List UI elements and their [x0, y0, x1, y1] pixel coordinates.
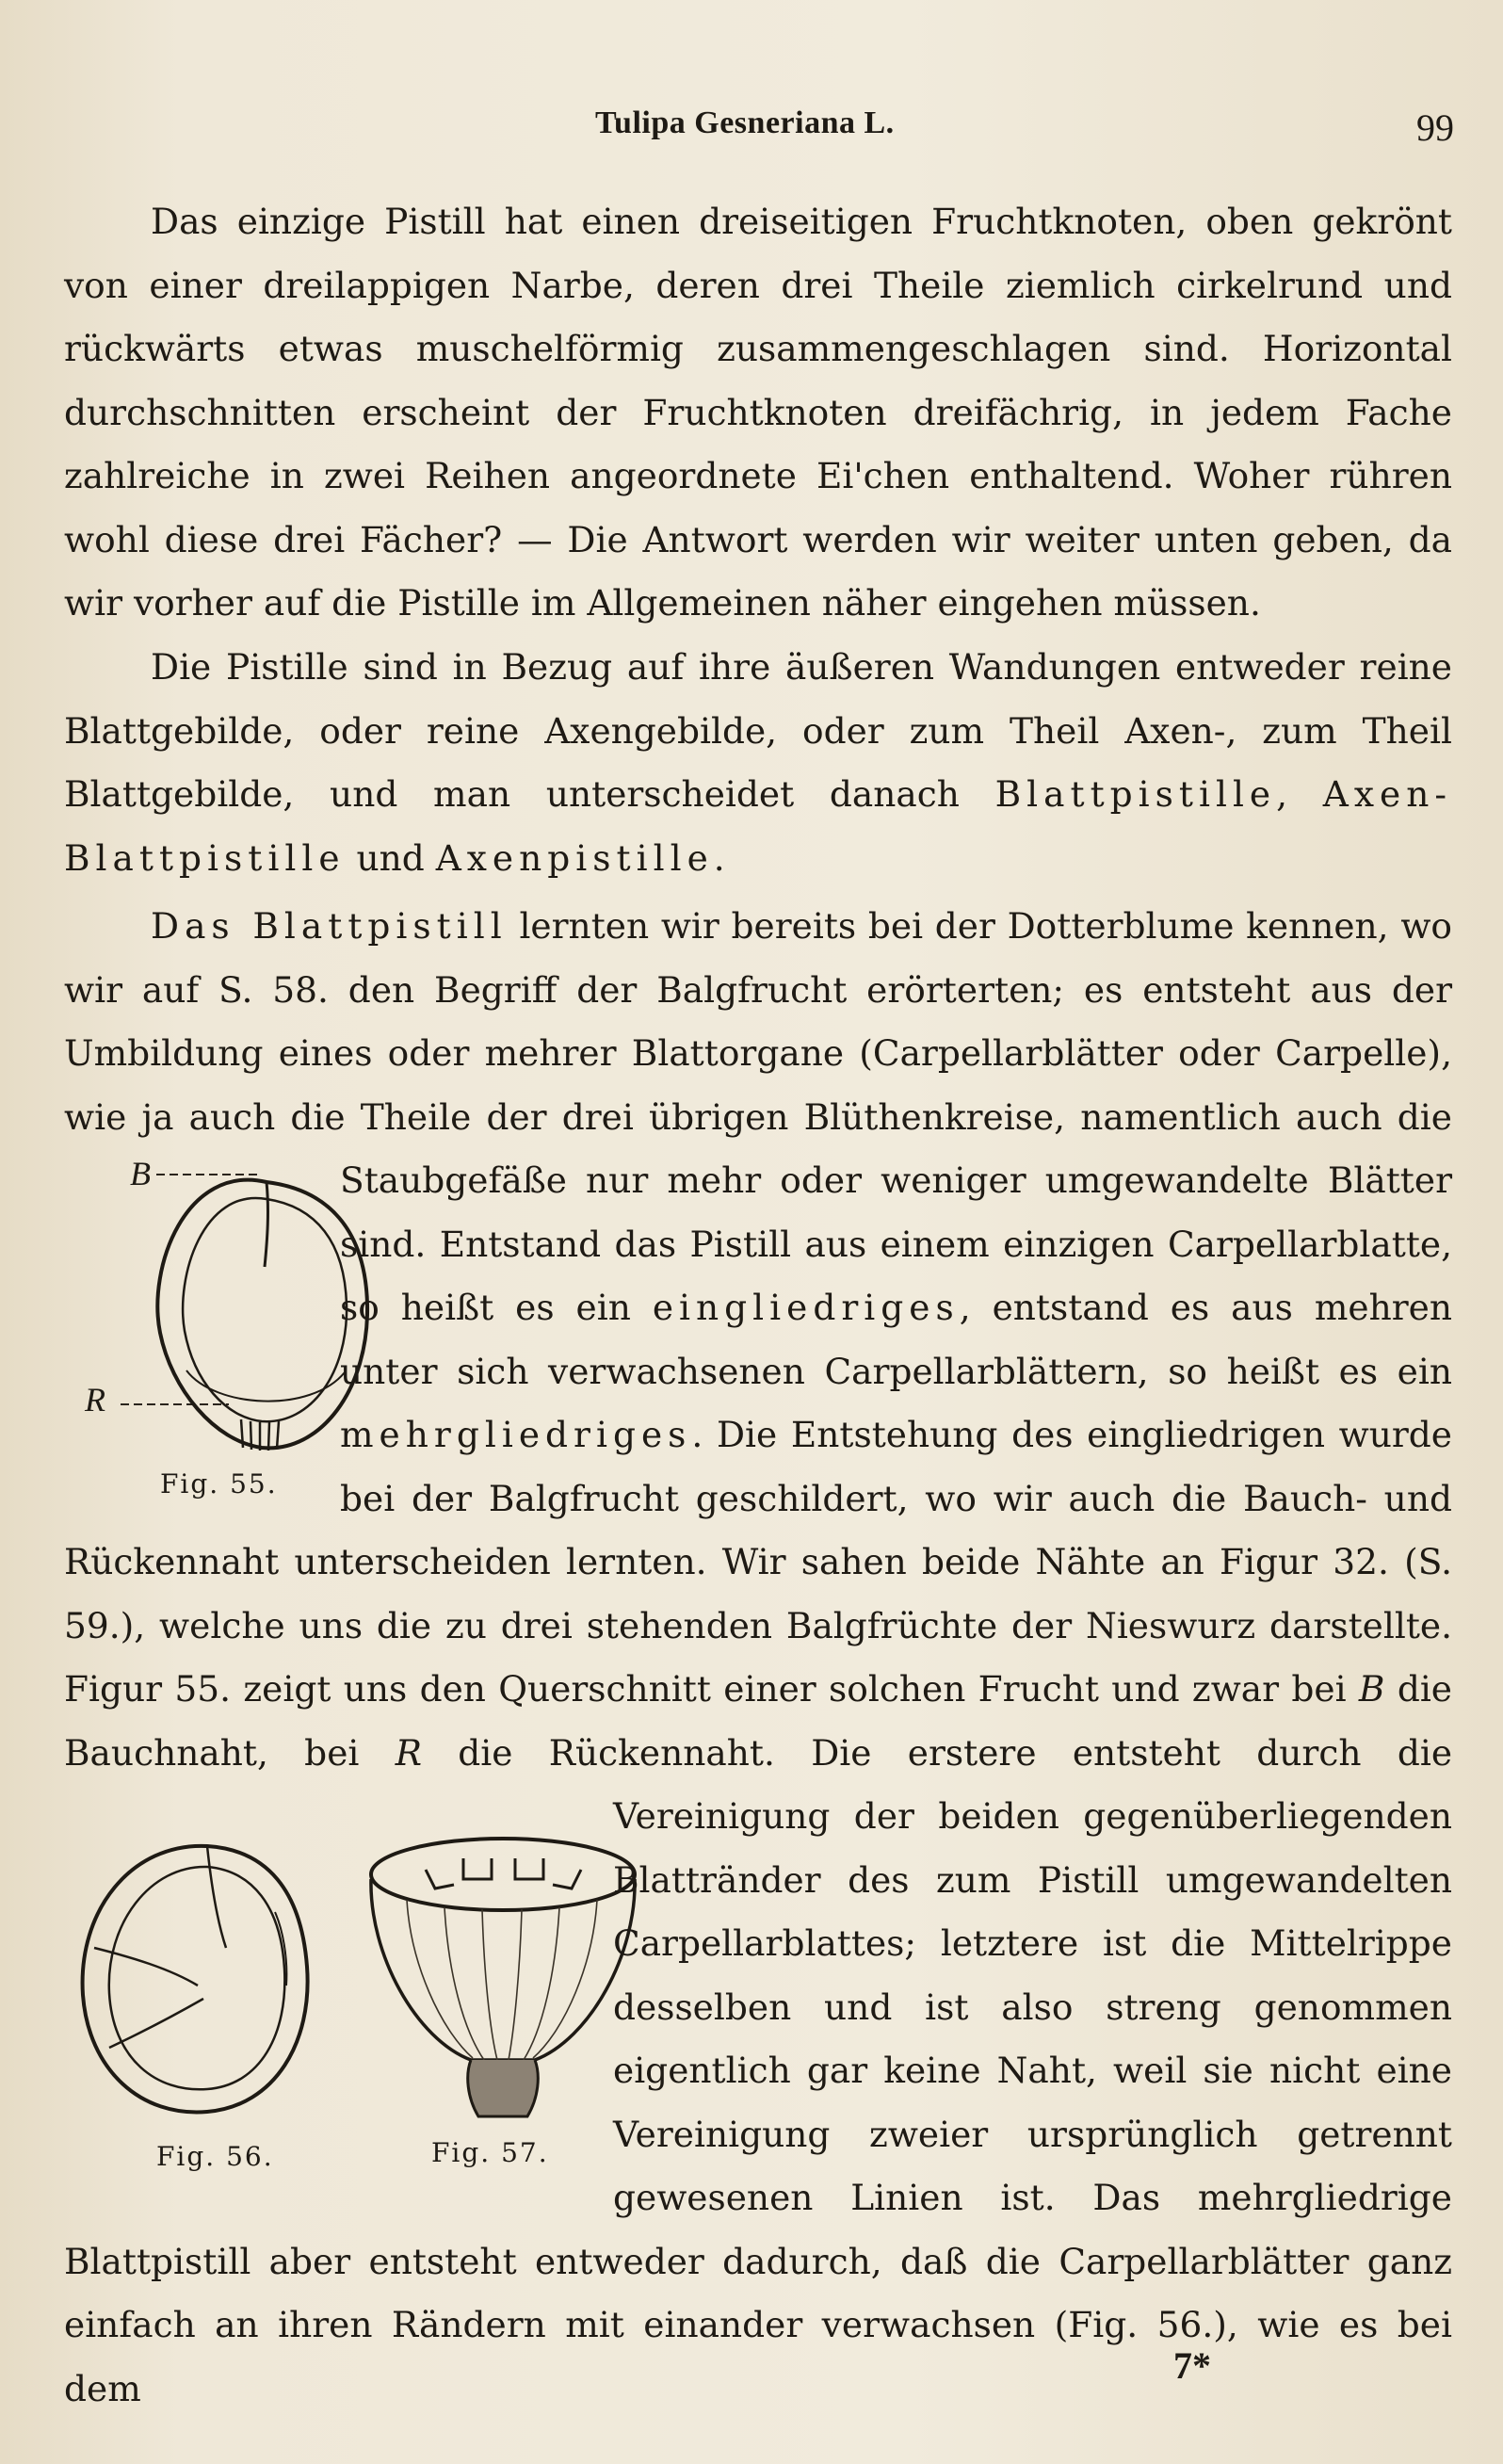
- term-eingliedriges: eingliedriges: [652, 1287, 960, 1328]
- term-das-blattpistill: Das Blattpistill: [151, 905, 508, 947]
- running-title: Tulipa Gesneriana L.: [595, 105, 895, 140]
- paragraph-2-und: und: [356, 836, 425, 879]
- paragraph-3-text-e: die Rückennaht. Die erstere entsteht durch die Vereinigung der beiden gegenüberliegenden Blattränder des zum Pistill umgewandelten Carpellarblattes; letztere ist die Mittelrippe desselben und ist also streng genommen eigentlich gar keine Naht, weil sie nicht eine Vereinigung zweier ursprünglich getrennt gewesenen Linien ist. Das mehrgliedrige Blattpistill aber entsteht entweder dadurch, daß die Carpellarblätter ganz einfach an ihren Rändern mit einander verwachsen (Fig. 56.), wie es bei dem: [64, 1731, 1453, 2409]
- inline-label-r: R: [395, 1731, 422, 1774]
- term-axen-blattpistille: Axen-Blattpistille: [64, 773, 1453, 879]
- fig57-caption: Fig. 57.: [431, 2137, 549, 2168]
- figure-57: [350, 1823, 656, 2176]
- term-axenpistille: Axenpistille: [435, 836, 714, 879]
- figure-56: [66, 1825, 320, 2179]
- fig56-drawing: [66, 1825, 320, 2136]
- page-header: [0, 105, 1503, 153]
- paragraph-3-text-d: die Bauchnaht, bei: [64, 1668, 1453, 1774]
- paragraph-1: [64, 190, 1452, 636]
- signature-mark: 7*: [1173, 2344, 1211, 2387]
- fig55-label-b: B: [130, 1155, 151, 1192]
- paragraph-3-text-b: , entstand es aus mehren unter sich verwachsenen Carpellarblättern, so heißt es ein: [340, 1287, 1453, 1392]
- term-mehrgliedriges: mehrgliedriges: [340, 1414, 692, 1455]
- fig57-drawing: [350, 1823, 656, 2133]
- page-number: 99: [1416, 106, 1454, 149]
- paragraph-2: Die Pistille sind in Bezug auf ihre äußeren Wandungen entweder reine Blattgebilde, oder reine Axengebilde, oder zum Theil Axen-, zum Theil Blattgebilde, und man unterscheidet danach Blattpistille, Axen-Blattpistille und Axenpistille.: [64, 646, 1453, 879]
- fig56-caption: Fig. 56.: [156, 2141, 274, 2172]
- inline-label-b: B: [1358, 1668, 1385, 1710]
- paragraph-3: [64, 895, 1452, 2421]
- fig55-label-r: R: [85, 1381, 105, 1418]
- paragraph-3-text-c: . Die Entstehung des eingliedrigen wurde bei der Balgfrucht geschildert, wo wir auch die Bauch- und Rückennaht unterscheiden lernten. Wir sahen beide Nähte an Figur 32. (S. 59.), welche uns die zu drei stehenden Balgfrüchte der Nieswurz darstellte. Figur 55. zeigt uns den Querschnitt einer solchen Frucht und zwar bei: [64, 1414, 1452, 1710]
- paragraph-2-text: Die Pistille sind in Bezug auf ihre äußeren Wandungen entweder reine Blattgebilde, oder reine Axengebilde, oder zum Theil Axen-, zum Theil Blattgebilde, und man unterscheidet danach: [64, 646, 1452, 815]
- paragraph-1-text: Das einzige Pistill hat einen dreiseitigen Fruchtknoten, oben gekrönt von einer dreilappigen Narbe, deren drei Theile ziemlich cirkelrund und rückwärts etwas muschelförmig zusammengeschlagen sind. Horizontal durchschnitten erscheint der Fruchtknoten dreifächrig, in jedem Fache zahlreiche in zwei Reihen angeordnete Ei'chen enthaltend. Woher rühren wohl diese drei Fächer? — Die Antwort werden wir weiter unten geben, da wir vorher auf die Pistille im Allgemeinen näher eingehen müssen.: [64, 201, 1452, 624]
- paragraph-3-text-a: lernten wir bereits bei der Dotterblume kennen, wo wir auf S. 58. den Begriff der Balgfrucht erörterten; es entsteht aus der Umbildung eines oder mehrer Blattorgane (Carpellarblätter oder Carpelle), wie ja auch die Theile der drei übrigen Blüthenkreise, namentlich auch die Staubgefäße nur mehr oder weniger umgewandelte Blätter sind. Entstand das Pistill aus einem einzigen Carpellarblatte, so heißt es ein: [64, 905, 1452, 1328]
- figure-55: [73, 1154, 394, 1521]
- term-blattpistille: Blattpistille: [994, 773, 1277, 815]
- fig55-caption: Fig. 55.: [160, 1468, 278, 1499]
- fig55-drawing: [73, 1154, 394, 1521]
